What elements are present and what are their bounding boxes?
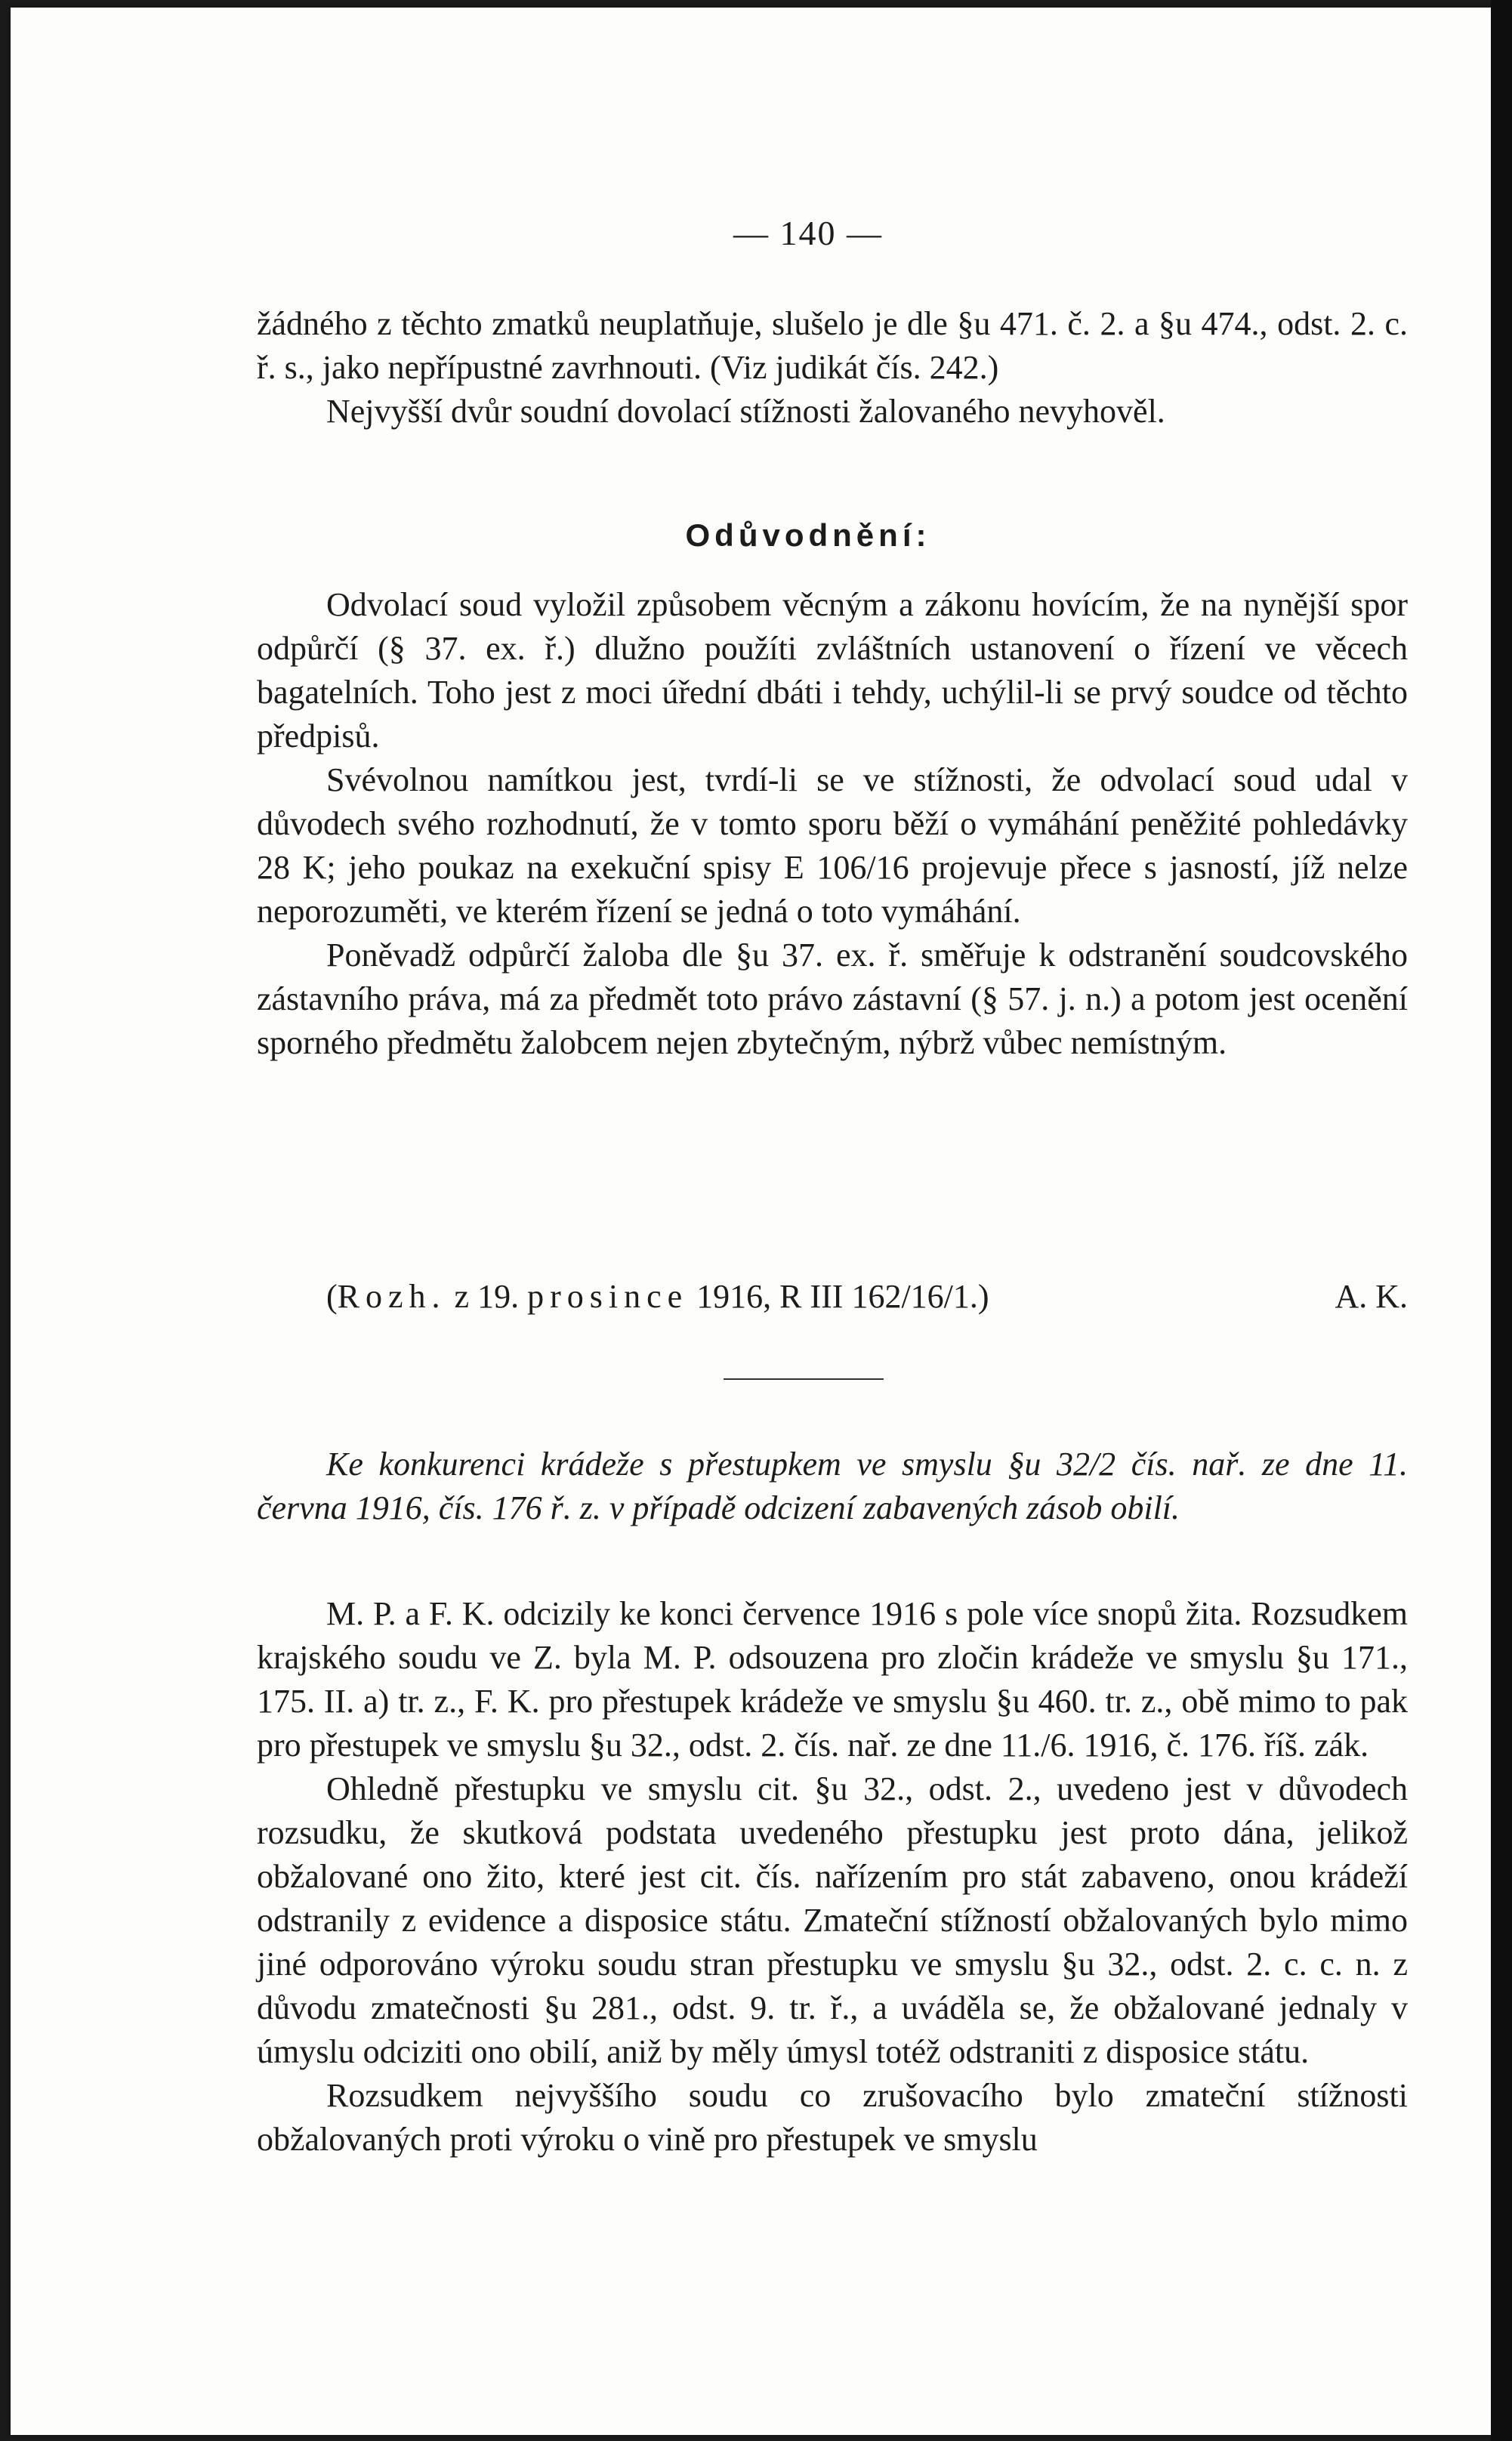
section-heading: Odůvodnění: [685, 517, 931, 553]
section-divider [724, 1378, 884, 1380]
page-number: — 140 — [733, 214, 883, 252]
case-paragraph: M. P. a F. K. odcizily ke konci července 1916 s pole více snopů žita. Rozsudkem krajského soudu ve Z. byla M. P. odsouzena pro zločin krádeže ve smyslu §u 171., 175. II. a) tr. z., F. K. pro přestupek krádeže ve smyslu §u 460. tr. z., obě mimo to pak pro přestupek ve smyslu §u 32., odst. 2. čís. nař. ze dne 11./6. 1916, č. 176. říš. zák. [257, 1595, 1408, 1764]
intro-paragraph: žádného z těchto zmatků neuplatňuje, slušelo je dle §u 471. č. 2. a §u 474., odst. 2. c. ř. s., jako nepřípustné zavrhnouti. (Viz judikát čís. 242.) [257, 305, 1408, 386]
intro-paragraph: Nejvyšší dvůr soudní dovolací stížnosti žalovaného nevyhověl. [326, 393, 1165, 430]
reasoning-section [257, 583, 1408, 1065]
case-title [257, 1443, 1408, 1530]
page-sheet [11, 8, 1491, 2435]
case-paragraph: Ohledně přestupku ve smyslu cit. §u 32., odst. 2., uvedeno jest v důvodech rozsudku, že skutková podstata uvedeného přestupku jest proto dána, jelikož obžalované ono žito, které jest cit. čís. nařízením pro stát zabaveno, onou krádeží odstranily z evidence a disposice státu. Zmateční stížností obžalovaných bylo mimo jiné odporováno výroku soudu stran přestupku ve smyslu §u 32., odst. 2. c. c. n. z důvodu zmatečnosti §u 281., odst. 9. tr. ř., a uváděla se, že obžalované jednaly v úmyslu odciziti ono obilí, aniž by měly úmysl totéž odstraniti z disposice státu. [257, 1770, 1408, 2070]
reasoning-paragraph: Svévolnou namítkou jest, tvrdí-li se ve stížnosti, že odvolací soud udal v důvodech svého rozhodnutí, že v tomto sporu běží o vymáhání peněžité pohledávky 28 K; jeho poukaz na exekuční spisy E 106/16 projevuje přece s jasností, jíž nelze neporozuměti, ve kterém řízení se jedná o toto vymáhání. [257, 761, 1408, 930]
intro-section [257, 302, 1408, 434]
reasoning-paragraph: Odvolací soud vyložil způsobem věcným a zákonu hovícím, že na nynější spor odpůrčí (§ 37. ex. ř.) dlužno použíti zvláštních ustanovení o řízení ve věcech bagatelních. Toho jest z moci úřední dbáti i tehdy, uchýlil-li se prvý soudce od těchto předpisů. [257, 586, 1408, 755]
author-initials: A. K. [1335, 1278, 1408, 1315]
reasoning-paragraph: Poněvadž odpůrčí žaloba dle §u 37. ex. ř. směřuje k odstranění soudcovského zástavního práva, má za předmět toto právo zástavní (§ 57. j. n.) a potom jest ocenění sporného předmětu žalobcem nejen zbytečným, nýbrž vůbec nemístným. [257, 937, 1408, 1061]
case-section [257, 1592, 1408, 2162]
case-paragraph: Rozsudkem nejvyššího soudu co zrušovacího bylo zmateční stížnosti obžalovaných proti výroku o vině pro přestupek ve smyslu [257, 2077, 1408, 2158]
scan-border [1491, 0, 1512, 2441]
citation-reference: (Rozh. z 19. prosince 1916, R III 162/16/1.) [326, 1278, 989, 1315]
case-title-text: Ke konkurenci krádeže s přestupkem ve smyslu §u 32/2 čís. nař. ze dne 11. června 1916, čís. 176 ř. z. v případě odcizení zabavených zásob obilí. [257, 1446, 1408, 1526]
decision-citation [326, 1275, 1408, 1319]
